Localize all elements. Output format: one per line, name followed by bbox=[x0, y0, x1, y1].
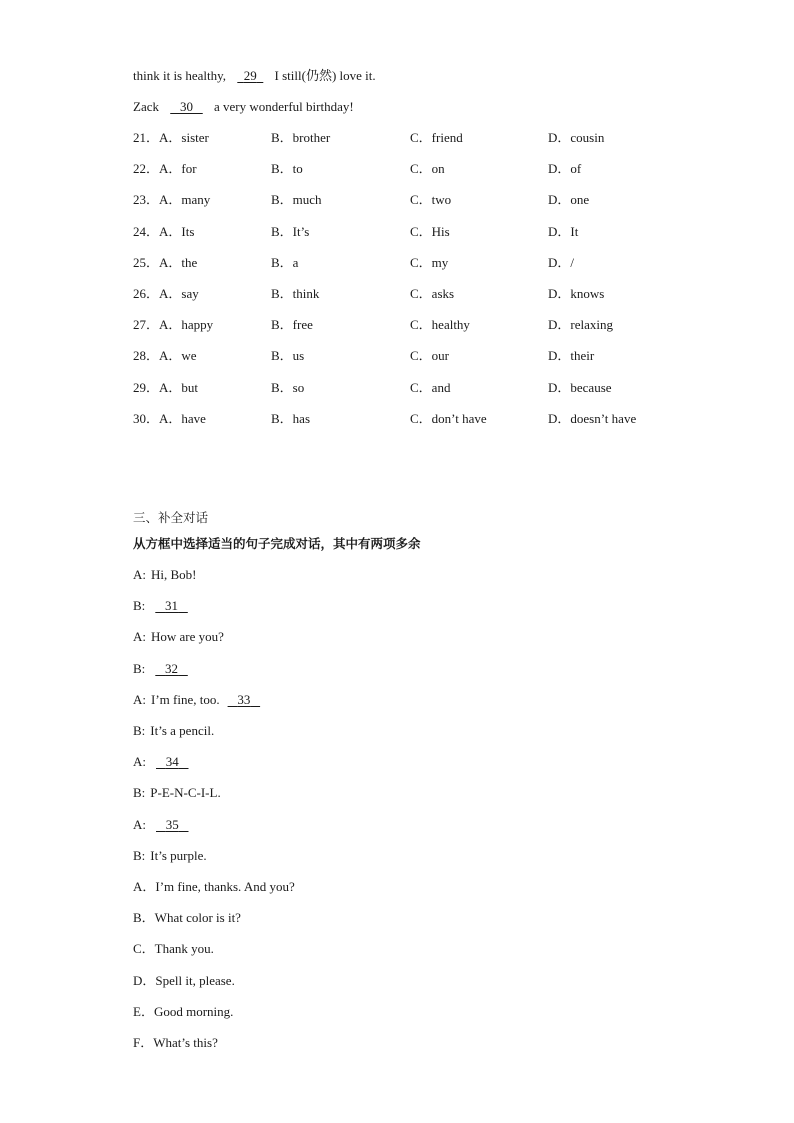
speaker-label: A: bbox=[133, 567, 146, 582]
dialogue-line bbox=[133, 784, 221, 802]
option-c: C．our bbox=[410, 348, 450, 364]
question-number-and-option-a bbox=[133, 285, 199, 303]
question-number: 23． bbox=[133, 192, 160, 208]
question-number-and-option-a bbox=[133, 316, 213, 334]
dialogue-text: Hi, Bob! bbox=[151, 567, 197, 582]
option-c: C．asks bbox=[410, 286, 455, 301]
option-b: B．to bbox=[271, 161, 303, 177]
blank-number: 33 bbox=[237, 691, 251, 707]
option-a: A．happy bbox=[159, 317, 214, 333]
passage-text: think it is healthy, bbox=[133, 68, 227, 83]
question-number: 30． bbox=[133, 410, 160, 426]
option-b: B．a bbox=[271, 254, 299, 270]
dialogue-text: I’m fine, too. bbox=[151, 691, 220, 707]
dialogue-text: It’s purple. bbox=[150, 847, 207, 863]
choice-item: E．Good morning. bbox=[133, 1003, 234, 1019]
speaker-label: B: bbox=[133, 660, 146, 676]
option-d: D．relaxing bbox=[548, 317, 613, 333]
passage-line-30 bbox=[133, 98, 354, 116]
question-number: 28． bbox=[133, 348, 160, 364]
dialogue-line bbox=[133, 847, 207, 865]
dialogue-text: How are you? bbox=[151, 629, 224, 645]
question-number: 24． bbox=[133, 223, 160, 239]
option-c: C．healthy bbox=[410, 317, 470, 333]
option-d: D．of bbox=[548, 161, 582, 177]
dialogue-line bbox=[133, 753, 191, 771]
blank-number: 34 bbox=[165, 754, 179, 770]
passage-text: Zack bbox=[133, 99, 159, 114]
choice-item: C．Thank you. bbox=[133, 941, 214, 957]
dialogue-blank bbox=[154, 816, 191, 834]
option-b: B．free bbox=[271, 317, 313, 333]
option-c: C．and bbox=[410, 379, 451, 395]
blank-number: 32 bbox=[165, 660, 179, 676]
speaker-label: A: bbox=[133, 629, 146, 645]
blank-29: 29 bbox=[243, 68, 257, 83]
dialogue-line bbox=[133, 597, 190, 615]
option-b: B．much bbox=[271, 192, 322, 208]
speaker-label: B: bbox=[133, 847, 146, 863]
passage-line-29 bbox=[133, 67, 376, 85]
question-number: 22． bbox=[133, 161, 160, 177]
dialogue-blank bbox=[153, 660, 190, 678]
speaker-label: B: bbox=[133, 598, 146, 614]
option-a: A．but bbox=[159, 379, 199, 395]
dialogue-line bbox=[133, 722, 214, 740]
option-d: D．cousin bbox=[548, 130, 605, 145]
option-b: B．so bbox=[271, 379, 305, 395]
option-b: B．brother bbox=[271, 130, 331, 145]
dialogue-text: P-E-N-C-I-L. bbox=[150, 785, 221, 801]
question-number: 26． bbox=[133, 286, 160, 301]
question-number-and-option-a bbox=[133, 410, 206, 428]
question-number-and-option-a bbox=[133, 160, 197, 178]
option-d: D．their bbox=[548, 348, 595, 364]
blank-30: 30 bbox=[179, 99, 193, 114]
option-a: A．for bbox=[159, 161, 197, 177]
option-a: A．Its bbox=[159, 223, 195, 239]
choice-item: A．I’m fine, thanks. And you? bbox=[133, 879, 295, 894]
section-instruction: 从方框中选择适当的句子完成对话，其中有两项多余 bbox=[133, 536, 421, 551]
option-c: C．on bbox=[410, 161, 445, 177]
question-number-and-option-a bbox=[133, 347, 197, 365]
speaker-label: B: bbox=[133, 723, 146, 738]
question-number-and-option-a bbox=[133, 191, 210, 209]
option-c: C．don’t have bbox=[410, 410, 487, 426]
dialogue-line bbox=[133, 628, 224, 646]
blank-number: 31 bbox=[165, 598, 179, 614]
question-number-and-option-a bbox=[133, 379, 198, 397]
question-number: 25． bbox=[133, 254, 160, 270]
option-d: D．/ bbox=[548, 254, 575, 270]
option-b: B．think bbox=[271, 286, 320, 301]
section-heading: 三、补全对话 bbox=[133, 510, 209, 525]
speaker-label: A: bbox=[133, 754, 146, 770]
option-a: A．have bbox=[159, 410, 206, 426]
choice-item: D．Spell it, please. bbox=[133, 972, 235, 988]
question-number-and-option-a bbox=[133, 223, 194, 241]
passage-text: I still(仍然) love it. bbox=[274, 68, 376, 83]
option-d: D．because bbox=[548, 379, 612, 395]
option-a: A．say bbox=[159, 286, 199, 301]
dialogue-line bbox=[133, 691, 262, 709]
option-a: A．the bbox=[159, 254, 198, 270]
question-number: 29． bbox=[133, 379, 160, 395]
question-number-and-option-a bbox=[133, 129, 209, 147]
choice-item: B．What color is it? bbox=[133, 910, 241, 926]
blank-number: 35 bbox=[165, 816, 179, 832]
dialogue-blank bbox=[226, 691, 263, 709]
option-b: B．has bbox=[271, 410, 311, 426]
option-d: D．doesn’t have bbox=[548, 410, 637, 426]
dialogue-line bbox=[133, 816, 191, 834]
speaker-label: A: bbox=[133, 816, 146, 832]
option-a: A．we bbox=[159, 348, 197, 364]
passage-text: a very wonderful birthday! bbox=[213, 99, 354, 114]
question-number: 27． bbox=[133, 317, 160, 333]
choice-item: F．What’s this? bbox=[133, 1035, 218, 1050]
speaker-label: A: bbox=[133, 691, 146, 707]
option-d: D．knows bbox=[548, 286, 605, 301]
dialogue-line bbox=[133, 660, 190, 678]
option-a: A．sister bbox=[159, 130, 209, 145]
option-c: C．friend bbox=[410, 130, 463, 145]
dialogue-line bbox=[133, 566, 197, 584]
option-d: D．one bbox=[548, 192, 590, 208]
option-c: C．my bbox=[410, 254, 449, 270]
question-number-and-option-a bbox=[133, 254, 197, 272]
question-number: 21． bbox=[133, 130, 160, 145]
dialogue-text: It’s a pencil. bbox=[150, 723, 215, 738]
option-a: A．many bbox=[159, 192, 211, 208]
option-d: D．It bbox=[548, 223, 579, 239]
option-c: C．His bbox=[410, 223, 450, 239]
option-b: B．us bbox=[271, 348, 305, 364]
dialogue-blank bbox=[154, 753, 191, 771]
option-b: B．It’s bbox=[271, 223, 310, 239]
option-c: C．two bbox=[410, 192, 452, 208]
speaker-label: B: bbox=[133, 785, 146, 801]
dialogue-blank bbox=[153, 597, 190, 615]
